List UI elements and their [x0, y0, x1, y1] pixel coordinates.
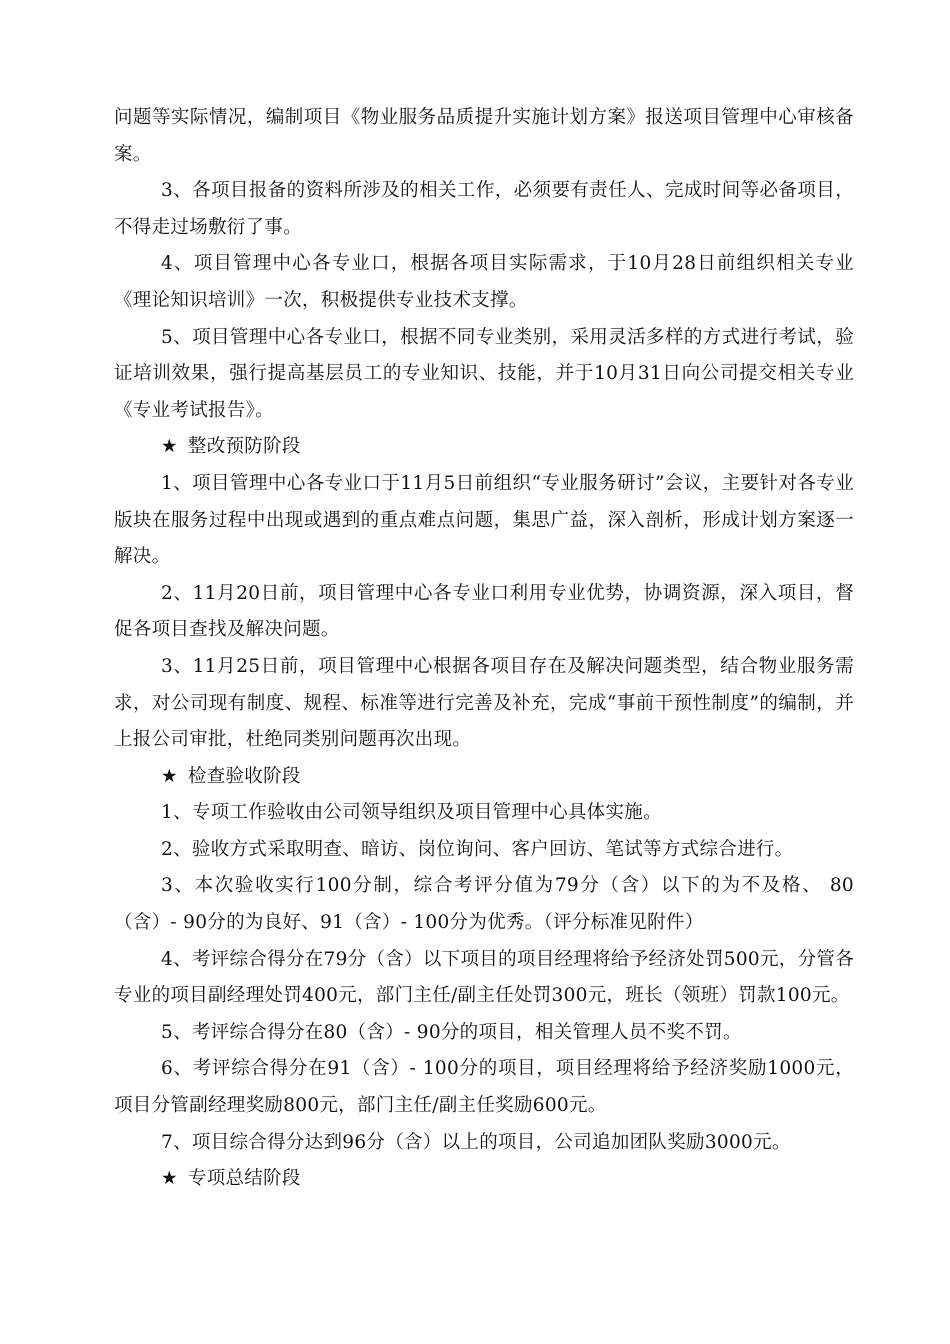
paragraph-item-3: 3、本次验收实行100分制，综合考评分值为79分（含）以下的为不及格、 80（含）- 90分的为良好、91（含）- 100分为优秀。（评分标准见附件）: [114, 875, 854, 934]
star-icon: ★: [161, 765, 178, 787]
section-heading-label: 检查验收阶段: [187, 765, 301, 787]
paragraph-item-5: 5、考评综合得分在80（含）- 90分的项目，相关管理人员不奖不罚。: [161, 1021, 742, 1043]
section-heading-rectification: [114, 429, 854, 466]
star-icon: ★: [161, 1168, 178, 1190]
section-heading-summary: [114, 1161, 854, 1198]
paragraph-item-4: 4、项目管理中心各专业口，根据各项目实际需求，于10月28日前组织相关专业《理论知识培训》一次，积极提供专业技术支撑。: [114, 253, 854, 311]
section-heading-label: 专项总结阶段: [187, 1168, 301, 1190]
paragraph-item-6: 6、考评综合得分在91（含）- 100分的项目，项目经理将给予经济奖励1000元，项目分管副经理奖励800元，部门主任/副主任奖励600元。: [114, 1058, 854, 1117]
paragraph-item-2: 2、验收方式采取明查、暗访、岗位询问、客户回访、笔试等方式综合进行。: [161, 838, 794, 860]
paragraph-item-3: 3、11月25日前，项目管理中心根据各项目存在及解决问题类型，结合物业服务需求，对公司现有制度、规程、标准等进行完善及补充，完成“事前干预性制度”的编制，并上报公司审批，杜绝同类别问题再次出现。: [114, 655, 854, 751]
paragraph-item-3: 3、各项目报备的资料所涉及的相关工作，必须要有责任人、完成时间等必备项目，不得走过场敷衍了事。: [114, 180, 854, 238]
paragraph-item-5: 5、项目管理中心各专业口，根据不同专业类别，采用灵活多样的方式进行考试，验证培训效果，强行提高基层员工的专业知识、技能，并于10月31日向公司提交相关专业《专业考试报告》。: [114, 326, 854, 421]
paragraph-item-7: 7、项目综合得分达到96分（含）以上的项目，公司追加团队奖励3000元。: [161, 1131, 791, 1153]
paragraph-item-1: 1、项目管理中心各专业口于11月5日前组织“专业服务研讨”会议，主要针对各专业版块在服务过程中出现或遇到的重点难点问题，集思广益，深入剖析，形成计划方案逐一解决。: [114, 472, 854, 568]
document-page: [114, 100, 854, 1198]
paragraph-item-4: 4、考评综合得分在79分（含）以下项目的项目经理将给予经济处罚500元，分管各专业的项目副经理处罚400元，部门主任/副主任处罚300元，班长（领班）罚款100元。: [114, 948, 854, 1007]
section-heading-label: 整改预防阶段: [187, 436, 301, 458]
paragraph-item-1: 1、专项工作验收由公司领导组织及项目管理中心具体实施。: [161, 802, 662, 824]
paragraph-continuation: 问题等实际情况，编制项目《物业服务品质提升实施计划方案》报送项目管理中心审核备案。: [114, 107, 854, 165]
paragraph-item-2: 2、11月20日前，项目管理中心各专业口利用专业优势，协调资源，深入项目，督促各项目查找及解决问题。: [114, 582, 854, 641]
section-heading-inspection: [114, 759, 854, 796]
star-icon: ★: [161, 436, 178, 458]
